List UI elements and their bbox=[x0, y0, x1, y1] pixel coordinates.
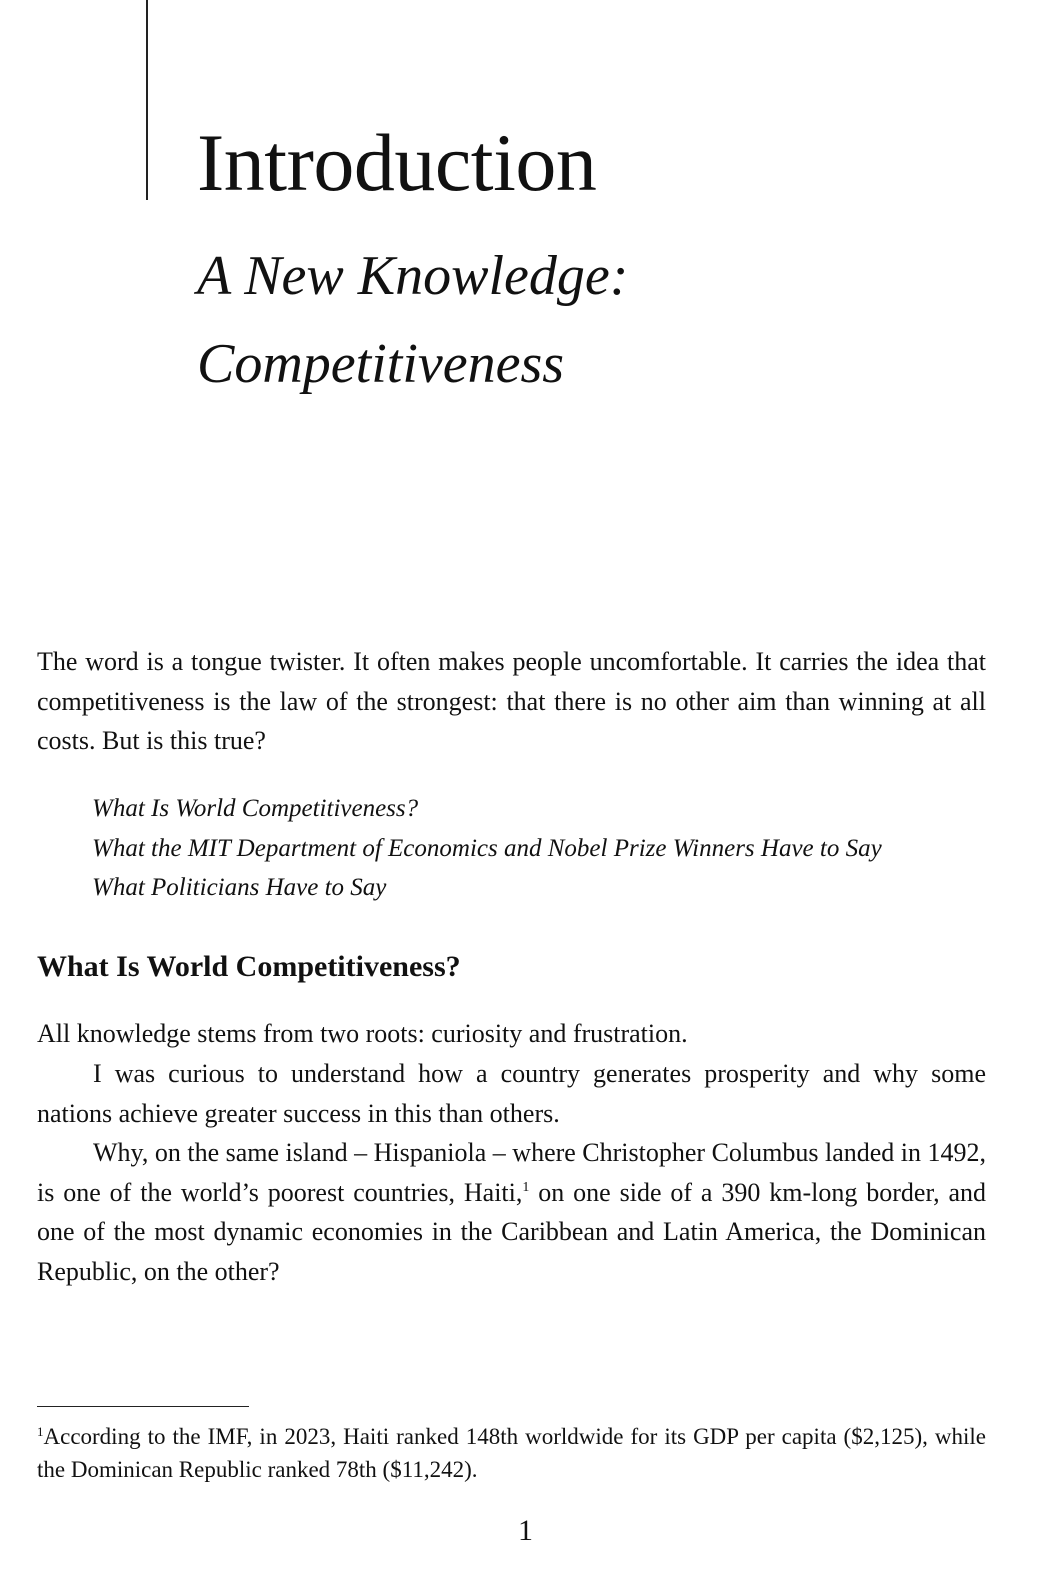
body-text-segment: Why, on the same island – Hispaniola – where Christopher Columbus landed in 1492, is one of the world’s poorest countries, Haiti, bbox=[37, 1138, 987, 1207]
contents-item: What the MIT Department of Economics and Nobel Prize Winners Have to Say bbox=[92, 834, 882, 862]
body-text-segment: on one side of a 390 km-long border, and one of the most dynamic economies in the Caribbean and Latin America, the Dominican Republic, on the other? bbox=[37, 1177, 986, 1286]
body-paragraph bbox=[37, 1133, 986, 1291]
footnote-reference: 1 bbox=[522, 1179, 530, 1195]
footnote-marker: 1 bbox=[37, 1424, 44, 1439]
footnote-text: According to the IMF, in 2023, Haiti ranked 148th worldwide for its GDP per capita ($2,125), while the Dominican Republic ranked 78th ($11,242). bbox=[37, 1424, 986, 1482]
contents-item: What Is World Competitiveness? bbox=[92, 795, 419, 822]
footnote bbox=[37, 1420, 986, 1486]
chapter-subtitle-line-1: A New Knowledge: bbox=[197, 245, 629, 307]
footnote-divider bbox=[37, 1406, 249, 1407]
body-paragraph: I was curious to understand how a country generates prosperity and why some nations achieve greater success in this than others. bbox=[37, 1059, 986, 1128]
chapter-subtitle-line-2: Competitiveness bbox=[197, 333, 565, 395]
section-heading: What Is World Competitiveness? bbox=[37, 950, 461, 983]
section-contents-list bbox=[92, 789, 882, 908]
chapter-subtitle bbox=[197, 232, 628, 408]
intro-paragraph: The word is a tongue twister. It often makes people uncomfortable. It carries the idea that competitiveness is the law of the strongest: that there is no other aim than winning at all costs. But is this true? bbox=[37, 647, 986, 755]
chapter-vertical-rule bbox=[146, 0, 148, 200]
body-paragraph: All knowledge stems from two roots: curiosity and frustration. bbox=[37, 1019, 688, 1048]
page-number: 1 bbox=[518, 1514, 533, 1547]
contents-item: What Politicians Have to Say bbox=[92, 874, 387, 901]
chapter-title: Introduction bbox=[197, 117, 597, 208]
